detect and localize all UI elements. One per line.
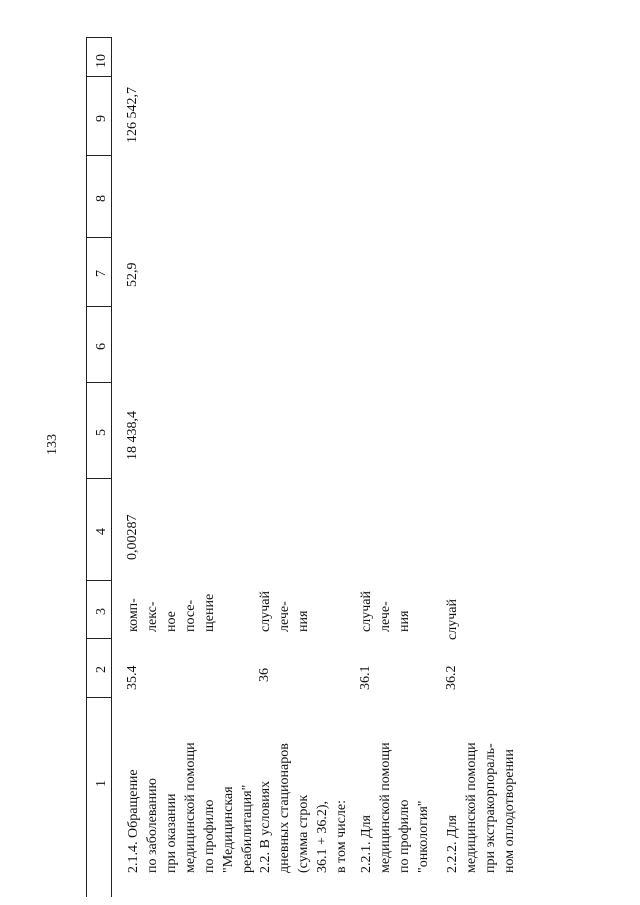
row-3-name: 2.2.1. Для медицинской помощи по профилю "онкология" <box>359 742 431 873</box>
col-sep-7-8 <box>86 237 112 238</box>
header-col-4: 4 <box>94 528 109 535</box>
row-4-name: 2.2.2. Для медицинской помощи при экстракорпораль- ном оплодотворении <box>445 742 517 873</box>
header-bottom-border <box>111 37 112 897</box>
col-sep-8-9 <box>86 155 112 156</box>
header-col-8: 8 <box>94 195 109 202</box>
row-1-col9: 126 542,7 <box>125 87 140 143</box>
row-2-unit: случай лече- ния <box>258 591 311 632</box>
page-number: 133 <box>45 434 60 455</box>
row-1-code: 35.4 <box>125 665 140 690</box>
header-col-10: 10 <box>94 54 109 68</box>
row-4-unit: случай <box>445 599 460 640</box>
header-col-5: 5 <box>94 429 109 436</box>
row-1-unit: комп- лекс- ное посе- щение <box>126 593 217 632</box>
header-col-9: 9 <box>94 115 109 122</box>
col-sep-5-6 <box>86 382 112 383</box>
row-3-unit: случай лече- ния <box>359 591 412 632</box>
col-sep-1-2 <box>86 697 112 698</box>
header-col-7: 7 <box>94 270 109 277</box>
header-col-6: 6 <box>94 343 109 350</box>
header-col-3: 3 <box>94 608 109 615</box>
col-sep-9-10 <box>86 76 112 77</box>
table-left-border <box>86 37 87 897</box>
header-col-1: 1 <box>94 780 109 787</box>
col-sep-6-7 <box>86 306 112 307</box>
header-top-border <box>86 37 112 38</box>
col-sep-2-3 <box>86 638 112 639</box>
row-1-col7: 52,9 <box>125 262 140 287</box>
col-sep-4-5 <box>86 478 112 479</box>
row-2-code: 36 <box>257 668 272 682</box>
row-1-col4: 0,00287 <box>125 514 140 560</box>
row-1-col5: 18 438,4 <box>125 411 140 460</box>
row-4-code: 36.2 <box>444 665 459 690</box>
row-2-name: 2.2. В условиях дневных стационаров (сумма строк 36.1 + 36.2), в том числе: <box>258 743 349 873</box>
row-3-code: 36.1 <box>358 665 373 690</box>
row-1-name: 2.1.4. Обращение по заболеванию при оказании медицинской помощи по профилю "Медицинская реабилитация" <box>126 742 255 873</box>
col-sep-3-4 <box>86 580 112 581</box>
header-col-2: 2 <box>94 666 109 673</box>
